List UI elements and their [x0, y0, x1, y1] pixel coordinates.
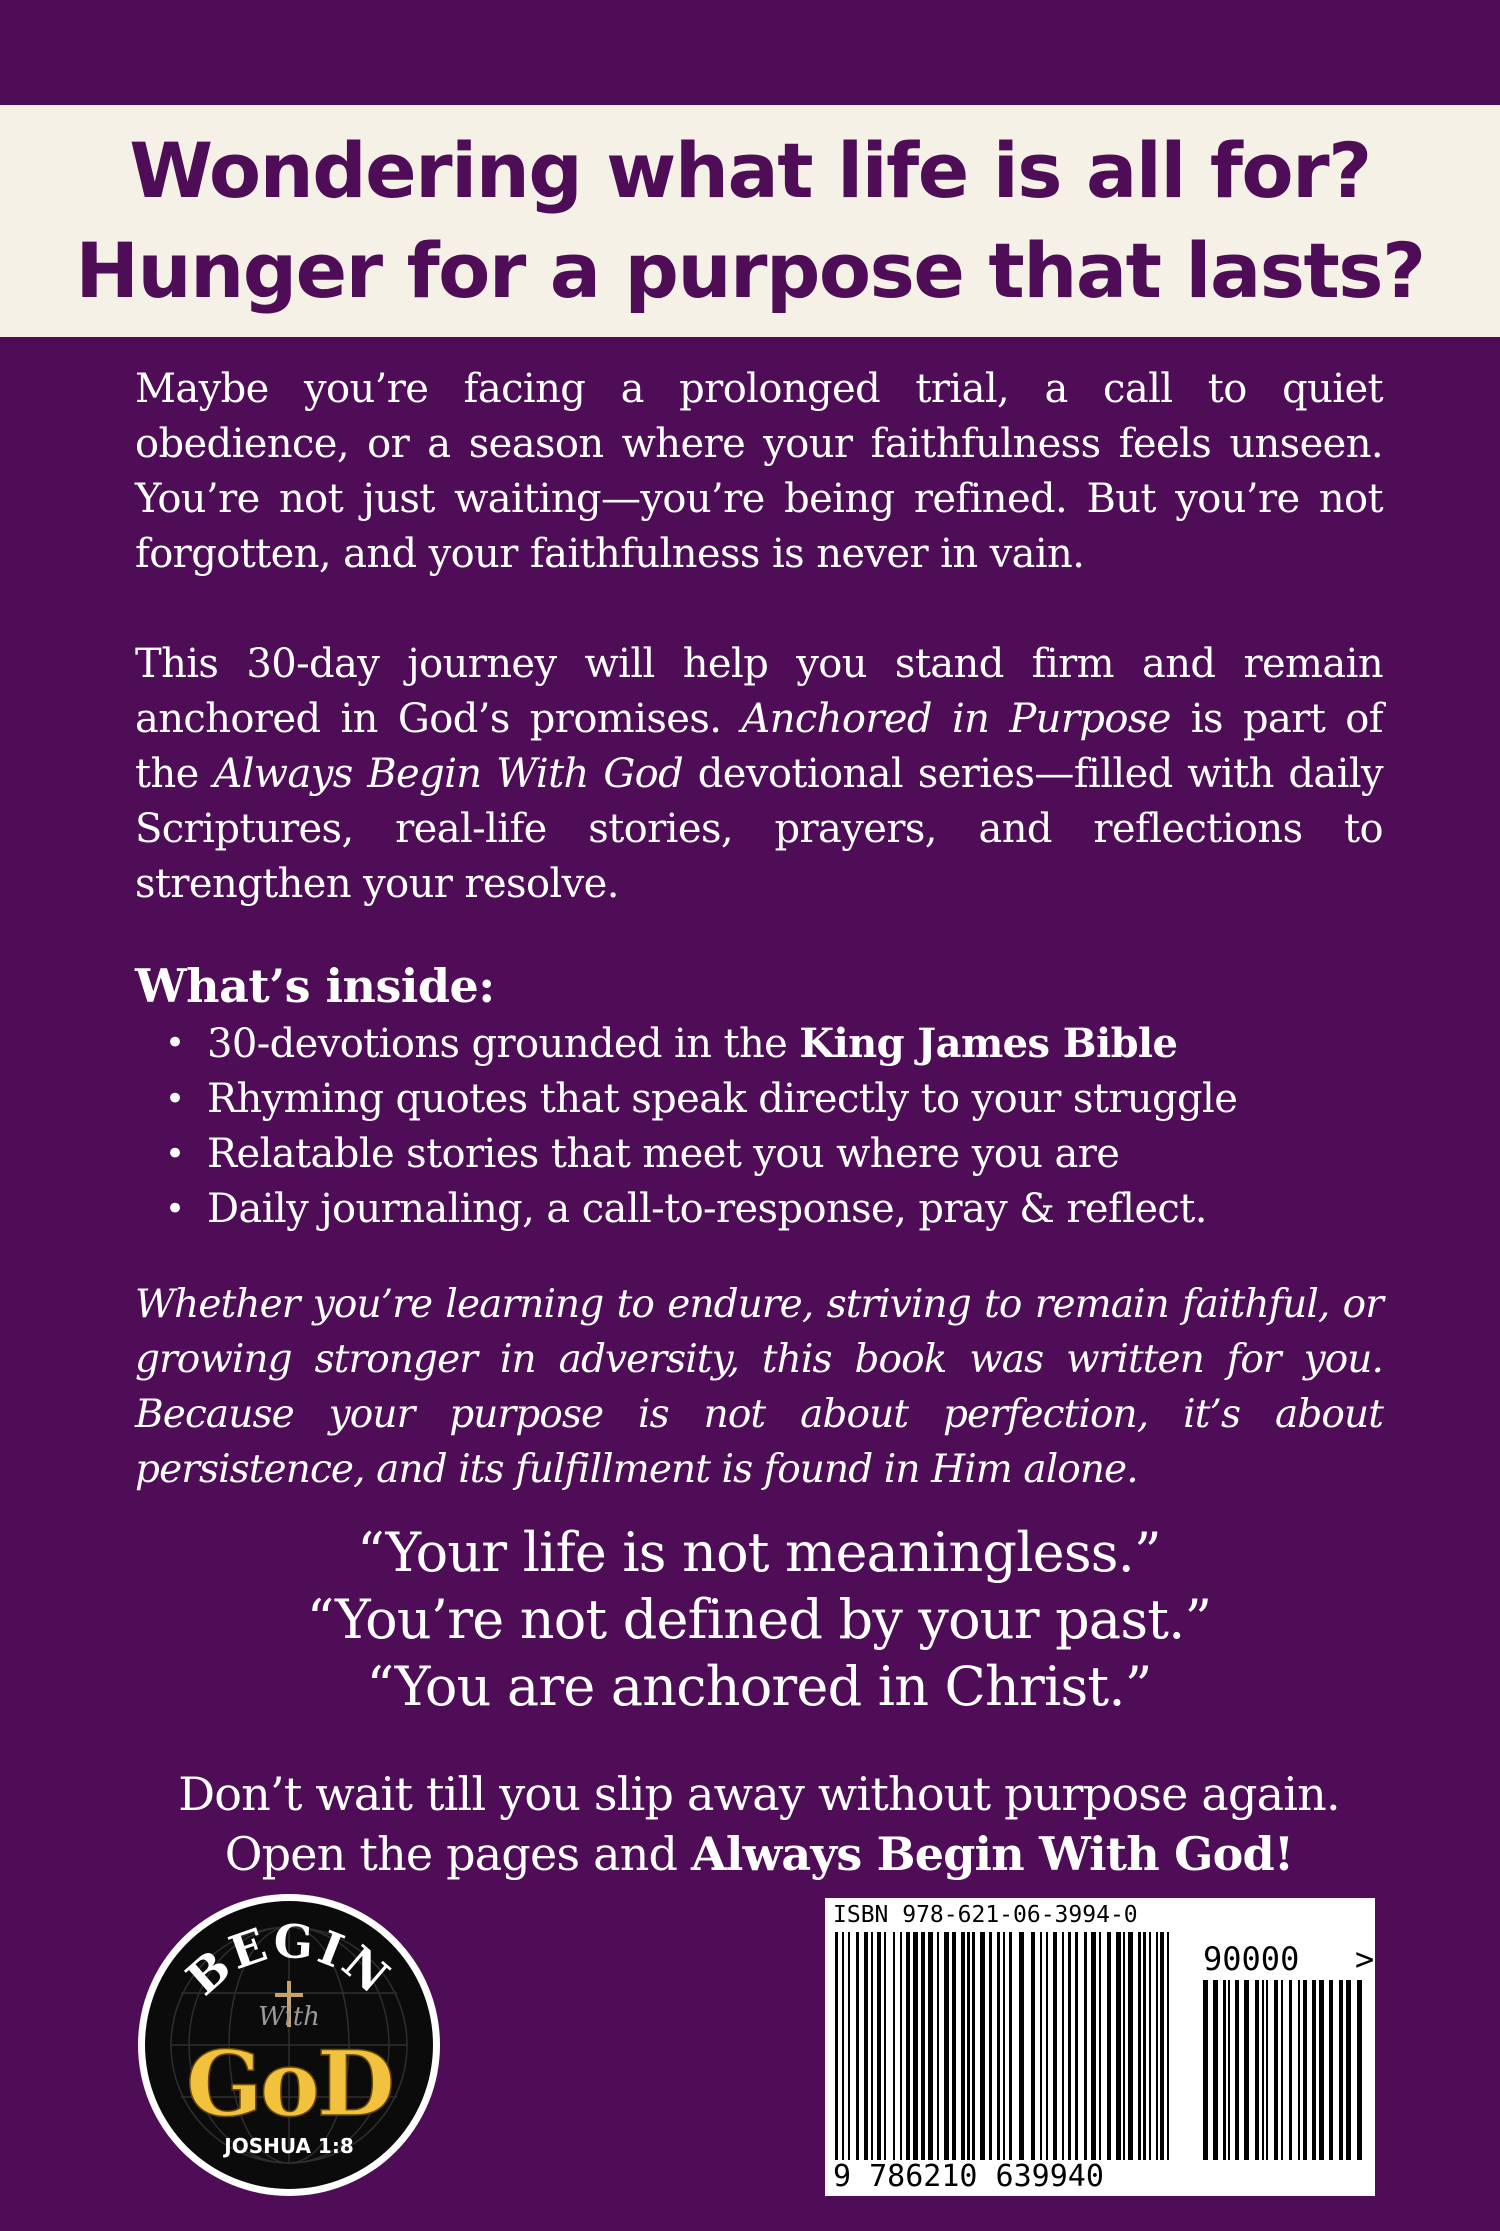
- barcode-bar: [928, 1932, 933, 2160]
- barcode-bar: [893, 1932, 895, 2160]
- barcode-number-text: 9 786210 639940: [833, 2159, 1104, 2194]
- barcode-bar: [1339, 1980, 1343, 2160]
- item1-text: 30-devotions grounded in the: [207, 1021, 800, 1067]
- barcode-bar: [1167, 1932, 1169, 2160]
- barcode-bar: [1303, 1980, 1307, 2160]
- p2-text-a: This 30-day journey will help you stand firm and remain anchored in God’s promises.: [135, 641, 1383, 742]
- cta-line-2-text: Open the pages and: [224, 1827, 692, 1881]
- barcode-bar: [1274, 1980, 1278, 2160]
- barcode-bar: [1160, 1932, 1164, 2160]
- barcode-bar: [877, 1932, 881, 2160]
- barcode-bar: [952, 1932, 956, 2160]
- headline-line-2: Hunger for a purpose that lasts?: [75, 226, 1425, 315]
- p2-text-c: devotional series—filled with daily Scriptures, real-life stories, prayers, and reflections to strengthen your resolve.: [135, 751, 1384, 907]
- barcode-bar: [921, 1932, 925, 2160]
- intro-paragraph-1: Maybe you’re facing a prolonged trial, a call to quiet obedience, or a season where your faithfulness feels unseen. You’re not just waiting—you’re being refined. But you’re not forgotten, and your faithfulness is never in vain.: [135, 366, 1383, 577]
- barcode-bar: [864, 1932, 868, 2160]
- barcode-bar: [835, 1932, 838, 2160]
- barcode-bar: [913, 1932, 918, 2160]
- p2-text-b: is part of the: [135, 696, 1383, 797]
- barcode-bar: [1156, 1932, 1158, 2160]
- barcode-bar: [980, 1932, 985, 2160]
- barcode-bar: [1019, 1932, 1024, 2160]
- cta-line-2-bold: Always Begin With God!: [691, 1827, 1294, 1881]
- call-to-action: [135, 1764, 1383, 1884]
- barcode-bar: [1346, 1980, 1351, 2160]
- barcode-bar: [1046, 1932, 1048, 2160]
- whats-inside-heading: What’s inside:: [135, 959, 495, 1013]
- barcode-bar: [1244, 1980, 1249, 2160]
- barcode-bar: [1281, 1980, 1283, 2160]
- barcode-bar: [842, 1932, 844, 2160]
- barcode-bar: [1107, 1932, 1111, 2160]
- barcode-bar: [1289, 1980, 1292, 2160]
- barcode-bar: [1312, 1980, 1316, 2160]
- barcode-bar: [972, 1932, 975, 2160]
- barcode-bar: [1099, 1932, 1101, 2160]
- barcode-bar: [1235, 1980, 1239, 2160]
- quote-1: “Your life is not meaningless.”: [357, 1521, 1161, 1584]
- barcode-bar: [1062, 1932, 1064, 2160]
- barcode-bar: [1203, 1980, 1208, 2160]
- barcode-bar: [906, 1932, 910, 2160]
- barcode-bar: [997, 1932, 1000, 2160]
- barcode-bar: [1213, 1980, 1218, 2160]
- begin-with-god-logo: [137, 1893, 441, 2197]
- intro-paragraph-2: [135, 637, 1383, 912]
- barcode-bar: [967, 1932, 970, 2160]
- barcode-bar: [961, 1932, 965, 2160]
- barcode-bar: [1009, 1932, 1012, 2160]
- barcode-bar: [937, 1932, 939, 2160]
- barcode-bar: [1223, 1980, 1226, 2160]
- headline-line-1: Wondering what life is all for?: [129, 126, 1371, 215]
- chevron-right-icon: >: [1355, 1940, 1375, 1978]
- barcode-bar: [1149, 1932, 1151, 2160]
- barcode-bar: [1075, 1932, 1078, 2160]
- barcode-bar: [1228, 1980, 1230, 2160]
- barcode-bar: [1329, 1980, 1333, 2160]
- barcode-bar: [1298, 1980, 1300, 2160]
- barcode-bar: [1053, 1932, 1057, 2160]
- series-title: Always Begin With God: [213, 751, 684, 797]
- barcode-bar: [1003, 1932, 1005, 2160]
- closing-paragraph: Whether you’re learning to endure, striving to remain faithful, or growing stronger in adversity, this book was written for you. Because your purpose is not about perfection, it’s about persistence, and its fulfillment is found in Him alone.: [135, 1282, 1383, 1492]
- whats-inside-list: [135, 1016, 1383, 1237]
- barcode-bar: [1262, 1980, 1264, 2160]
- barcode-bar: [848, 1932, 850, 2160]
- barcode-bar: [1357, 1980, 1362, 2160]
- barcode-bar: [1116, 1932, 1121, 2160]
- item1-bold: King James Bible: [799, 1020, 1178, 1067]
- list-item: • Relatable stories that meet you where you are: [135, 1127, 1383, 1182]
- cross-icon-horizontal: [275, 1993, 303, 1997]
- back-cover-text: [135, 362, 1383, 1884]
- logo-middle-text: With: [258, 2002, 320, 2032]
- barcode-bar: [1040, 1932, 1042, 2160]
- isbn-barcode: [825, 1898, 1375, 2196]
- list-item: • Daily journaling, a call-to-response, pray & reflect.: [135, 1182, 1383, 1237]
- barcode-bar: [900, 1932, 902, 2160]
- price-code-text: 90000: [1203, 1940, 1300, 1978]
- quote-3: “You are anchored in Christ.”: [366, 1655, 1152, 1718]
- barcode-bar: [1255, 1980, 1259, 2160]
- barcode-bar: [1128, 1932, 1133, 2160]
- logo-verse-text: JOSHUA 1:8: [224, 2134, 354, 2158]
- book-title: Anchored in Purpose: [741, 696, 1171, 742]
- barcode-bar: [1031, 1932, 1035, 2160]
- list-item: • Rhyming quotes that speak directly to your struggle: [135, 1072, 1383, 1127]
- headline-banner: [0, 105, 1500, 337]
- cta-line-1: Don’t wait till you slip away without purpose again.: [178, 1767, 1340, 1821]
- list-item: [135, 1016, 1383, 1072]
- barcode-bar: [1068, 1932, 1071, 2160]
- barcode-bar: [1138, 1932, 1141, 2160]
- barcode-bar: [1091, 1932, 1096, 2160]
- quote-2: “You’re not defined by your past.”: [306, 1588, 1212, 1651]
- isbn-text: ISBN 978-621-06-3994-0: [833, 1902, 1138, 1928]
- barcode-bar: [1123, 1932, 1125, 2160]
- barcode-bar: [871, 1932, 873, 2160]
- logo-top-text: BEGIN: [176, 1913, 402, 2006]
- logo-main-text: GoD: [186, 2031, 392, 2137]
- barcode-bar: [1084, 1932, 1087, 2160]
- quotes-block: [135, 1519, 1383, 1720]
- barcode-bar: [1319, 1980, 1324, 2160]
- barcode-bar: [1266, 1980, 1268, 2160]
- cta-line-2: [135, 1824, 1383, 1884]
- barcode-bar: [856, 1932, 859, 2160]
- barcode-bar: [884, 1932, 886, 2160]
- barcode-bar: [1143, 1932, 1146, 2160]
- barcode-bar: [989, 1932, 992, 2160]
- barcode-bar: [944, 1932, 949, 2160]
